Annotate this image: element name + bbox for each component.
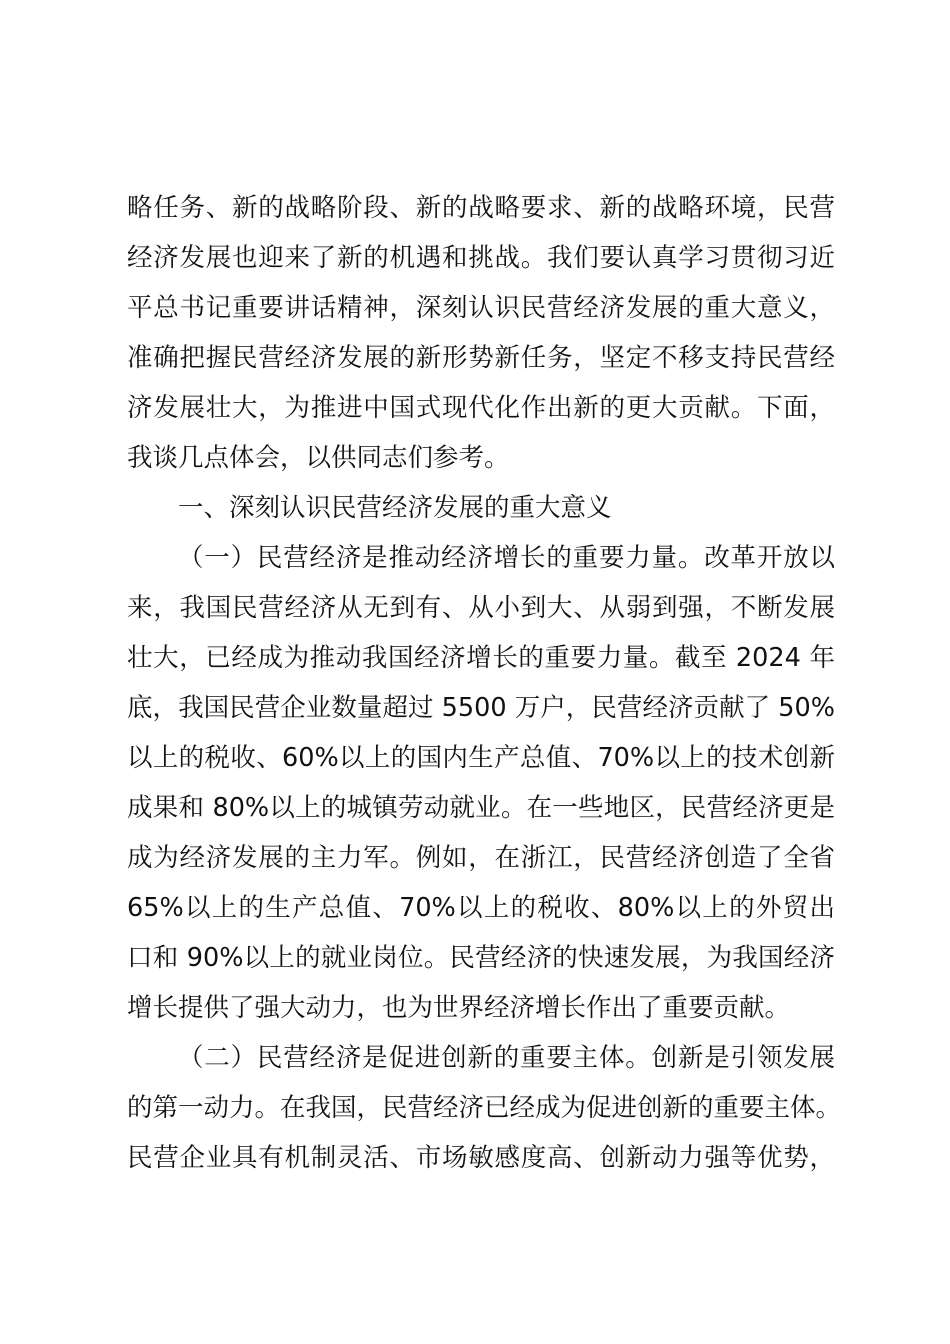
text-line: （一）民营经济是推动经济增长的重要力量。改革开放以 [178,543,835,573]
document-body [127,183,842,1183]
text-line: 的第一动力。在我国，民营经济已经成为促进创新的重要主体。 [127,1093,842,1123]
text-line: 口和 90%以上的就业岗位。民营经济的快速发展，为我国经济 [127,943,835,973]
text-line: 壮大，已经成为推动我国经济增长的重要力量。截至 2024 年 [127,643,835,673]
text-line: 略任务、新的战略阶段、新的战略要求、新的战略环境，民营 [127,193,835,223]
text-line: 成果和 80%以上的城镇劳动就业。在一些地区，民营经济更是 [127,793,835,823]
text-line: 65%以上的生产总值、70%以上的税收、80%以上的外贸出 [127,893,835,923]
text-line: 准确把握民营经济发展的新形势新任务，坚定不移支持民营经 [127,343,835,373]
text-line: （二）民营经济是促进创新的重要主体。创新是引领发展 [178,1043,835,1073]
text-line: 我谈几点体会，以供同志们参考。 [127,443,510,473]
section-heading: 一、深刻认识民营经济发展的重大意义 [178,493,612,523]
text-line: 济发展壮大，为推进中国式现代化作出新的更大贡献。下面， [127,393,835,423]
text-line: 增长提供了强大动力，也为世界经济增长作出了重要贡献。 [127,993,791,1023]
text-line: 平总书记重要讲话精神，深刻认识民营经济发展的重大意义， [127,293,835,323]
text-line: 以上的税收、60%以上的国内生产总值、70%以上的技术创新 [127,743,835,773]
text-line: 底，我国民营企业数量超过 5500 万户，民营经济贡献了 50% [127,693,835,723]
text-line: 来，我国民营经济从无到有、从小到大、从弱到强，不断发展 [127,593,835,623]
text-line: 民营企业具有机制灵活、市场敏感度高、创新动力强等优势， [127,1143,835,1173]
text-line: 成为经济发展的主力军。例如，在浙江，民营经济创造了全省 [127,843,835,873]
text-line: 经济发展也迎来了新的机遇和挑战。我们要认真学习贯彻习近 [127,243,835,273]
